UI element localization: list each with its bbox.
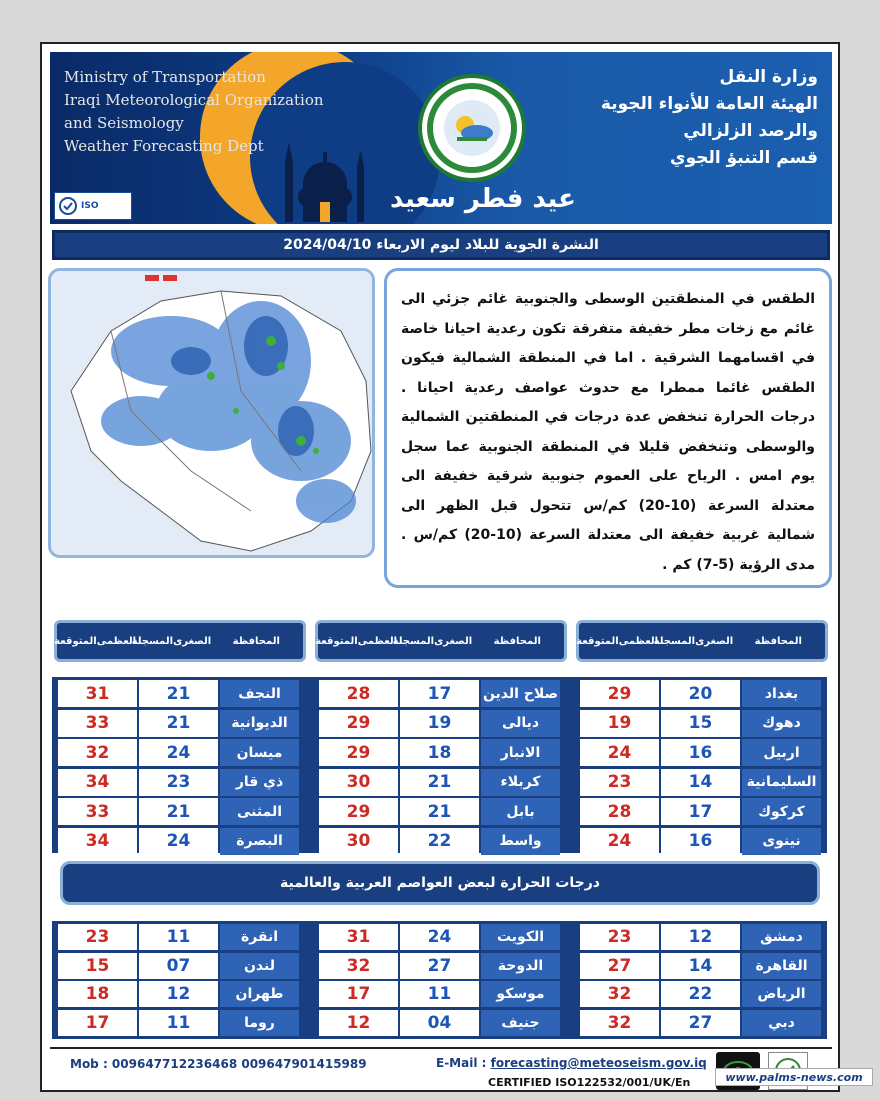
min-temperature: 17 [400,680,479,707]
min-temperature: 14 [661,953,740,979]
max-temperature: 31 [58,680,137,707]
iso-label: ISO [81,201,99,211]
max-temperature: 23 [580,769,659,796]
header-max-line2: المتوقعة [54,635,97,647]
capital-name: لندن [220,953,299,979]
max-temperature: 23 [58,924,137,950]
min-temperature: 21 [139,798,218,825]
min-temperature: 20 [661,680,740,707]
province-name: البصرة [220,828,299,855]
min-temperature: 24 [139,828,218,855]
capital-name: جنيف [481,1010,560,1036]
header-min-line1: الصغرى [173,635,212,647]
capitals-temperature-table [52,921,827,1039]
max-temperature: 27 [580,953,659,979]
max-temperature: 29 [580,680,659,707]
organization-logo-icon [418,74,526,182]
header-province: المحافظة [754,635,802,647]
header-min [653,623,734,659]
header-max-line1: العظمى [96,635,137,647]
capital-name: روما [220,1010,299,1036]
min-temperature: 21 [400,798,479,825]
max-temperature: 29 [319,798,398,825]
max-temperature: 23 [580,924,659,950]
ar-line: الهيئة العامة للأنواء الجوية [600,94,818,114]
certification: CERTIFIED ISO122532/001/UK/En [488,1076,691,1089]
min-temperature: 16 [661,828,740,855]
header-min-line1: الصغرى [695,635,734,647]
capital-name: دبي [742,1010,821,1036]
max-temperature: 29 [319,710,398,737]
province-name: نينوى [742,828,821,855]
min-temperature: 15 [661,710,740,737]
header-max [576,623,659,659]
max-temperature: 34 [58,828,137,855]
min-temperature: 21 [139,680,218,707]
province-header-left [54,620,306,662]
email-label: E-Mail : [436,1056,491,1070]
header-min-line1: الصغرى [434,635,473,647]
min-temperature: 11 [139,1010,218,1036]
min-temperature: 22 [400,828,479,855]
rain-radar-map [48,268,375,558]
max-temperature: 30 [319,828,398,855]
en-line: Weather Forecasting Dept [64,137,264,155]
max-temperature: 33 [58,710,137,737]
province-name: بغداد [742,680,821,707]
max-temperature: 28 [580,798,659,825]
min-temperature: 12 [661,924,740,950]
province-header-right [576,620,828,662]
province-name: ميسان [220,739,299,766]
header-min-line2: المسجلة [653,635,696,647]
max-temperature: 17 [58,1010,137,1036]
max-temperature: 28 [319,680,398,707]
header-min-line2: المسجلة [131,635,174,647]
header-min [131,623,212,659]
en-line: and Seismology [64,114,184,132]
max-temperature: 32 [580,981,659,1007]
min-temperature: 16 [661,739,740,766]
max-temperature: 31 [319,924,398,950]
header-max-line2: المتوقعة [315,635,358,647]
province-header-middle [315,620,567,662]
province-name: المثنى [220,798,299,825]
en-line: Ministry of Transportation [64,68,266,86]
province-name: الانبار [481,739,560,766]
header-banner [50,52,832,224]
min-temperature: 17 [661,798,740,825]
max-temperature: 30 [319,769,398,796]
header-province: المحافظة [232,635,280,647]
province-name: كركوك [742,798,821,825]
header-max-line2: المتوقعة [576,635,619,647]
province-name: ديالى [481,710,560,737]
province-name: السليمانية [742,769,821,796]
province-name: النجف [220,680,299,707]
min-temperature: 19 [400,710,479,737]
max-temperature: 32 [319,953,398,979]
min-temperature: 11 [139,924,218,950]
max-temperature: 19 [580,710,659,737]
capital-name: موسكو [481,981,560,1007]
min-temperature: 21 [139,710,218,737]
header-max [315,623,398,659]
capital-name: الرياض [742,981,821,1007]
en-line: Iraqi Meteorological Organization [64,91,324,109]
header-min-line2: المسجلة [392,635,435,647]
forecast-text: الطقس في المنطقتين الوسطى والجنوبية غائم جزئي الى غائم مع زخات مطر خفيفة متفرقة تكون رعدية احيانا خاصة في اقسامهما الشرقية . اما في المنطقة الشمالية فيكون الطقس غائما ممطرا مع حدوث عواصف رعدية احيانا . درجات الحرارة تنخفض عدة درجات في المنطقتين الشمالية والوسطى وتنخفض قليلا في المنطقة الجنوبية عما سجل يوم امس . الرياح على العموم جنوبية شرقية خفيفة الى معتدلة السرعة (10-20) كم/س تتحول قبل الظهر الى شمالية غربية خفيفة الى معتدلة السرعة (10-20) كم/س . مدى الرؤية (5-7) كم . [384,268,832,588]
header-max-line1: العظمى [618,635,659,647]
province-name: صلاح الدين [481,680,560,707]
capitals-title: درجات الحرارة لبعض العواصم العربية والعالمية [60,861,820,905]
province-name: دهوك [742,710,821,737]
min-temperature: 22 [661,981,740,1007]
province-name: كربلاء [481,769,560,796]
max-temperature: 32 [580,1010,659,1036]
bulletin-title: النشرة الجوية للبلاد ليوم الاربعاء 2024/04/10 [52,230,830,260]
header-max [54,623,137,659]
english-org-name [64,66,324,158]
capital-name: القاهرة [742,953,821,979]
max-temperature: 33 [58,798,137,825]
min-temperature: 11 [400,981,479,1007]
capital-name: الكويت [481,924,560,950]
min-temperature: 18 [400,739,479,766]
max-temperature: 12 [319,1010,398,1036]
province-name: الديوانية [220,710,299,737]
min-temperature: 24 [400,924,479,950]
province-temperature-table [52,677,827,853]
eid-greeting: عيد فطر سعيد [390,184,576,214]
max-temperature: 29 [319,739,398,766]
max-temperature: 32 [58,739,137,766]
min-temperature: 24 [139,739,218,766]
watermark: www.palms-news.com [715,1068,873,1086]
max-temperature: 18 [58,981,137,1007]
arabic-org-name [601,64,818,172]
max-temperature: 34 [58,769,137,796]
capital-name: طهران [220,981,299,1007]
min-temperature: 23 [139,769,218,796]
min-temperature: 21 [400,769,479,796]
header-min [392,623,473,659]
ar-line: والرصد الزلزالي [683,121,818,141]
min-temperature: 14 [661,769,740,796]
max-temperature: 24 [580,739,659,766]
province-name: ذي قار [220,769,299,796]
max-temperature: 24 [580,828,659,855]
capital-name: الدوحة [481,953,560,979]
header-max-line1: العظمى [357,635,398,647]
ar-line: قسم التنبؤ الجوي [670,148,818,168]
min-temperature: 07 [139,953,218,979]
email-line [436,1056,707,1070]
min-temperature: 27 [400,953,479,979]
max-temperature: 15 [58,953,137,979]
province-name: بابل [481,798,560,825]
email-link[interactable]: forecasting@meteoseism.gov.iq [490,1056,707,1070]
bulletin-sheet [40,42,840,1092]
province-name: واسط [481,828,560,855]
max-temperature: 17 [319,981,398,1007]
capital-name: دمشق [742,924,821,950]
min-temperature: 04 [400,1010,479,1036]
mobile-numbers: Mob : 009647712236468 009647901415989 [70,1057,367,1071]
ar-line: وزارة النقل [719,67,818,87]
min-temperature: 12 [139,981,218,1007]
province-name: اربيل [742,739,821,766]
min-temperature: 27 [661,1010,740,1036]
header-province: المحافظة [493,635,541,647]
capital-name: انقرة [220,924,299,950]
iso-badge-icon [54,192,132,220]
